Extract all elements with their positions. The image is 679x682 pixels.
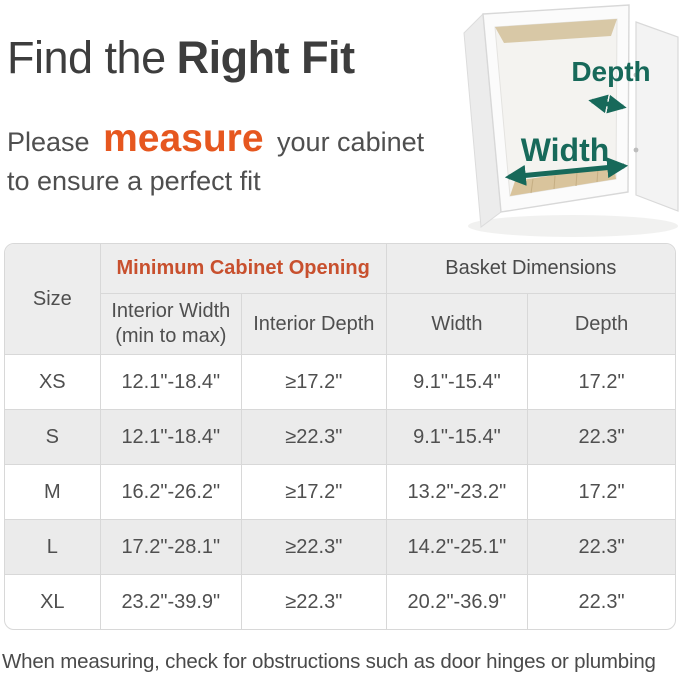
cell-basket-width: 9.1"-15.4" <box>386 355 527 410</box>
col-group-basket-dimensions: Basket Dimensions <box>386 244 675 294</box>
cell-interior-width: 12.1"-18.4" <box>100 355 241 410</box>
cell-basket-width: 13.2"-23.2" <box>386 465 527 520</box>
col-header-size: Size <box>5 244 100 355</box>
subtitle-prefix: Please <box>7 127 90 157</box>
cell-basket-depth: 17.2" <box>528 465 675 520</box>
cell-size: XS <box>5 355 100 410</box>
cell-size: S <box>5 410 100 465</box>
table-row-xs <box>5 355 675 410</box>
cell-interior-width: 23.2"-39.9" <box>100 575 241 630</box>
cell-size: L <box>5 520 100 575</box>
cell-basket-width: 14.2"-25.1" <box>386 520 527 575</box>
subtitle-suffix: your cabinet <box>277 127 425 157</box>
cell-size: M <box>5 465 100 520</box>
cell-basket-depth: 22.3" <box>528 410 675 465</box>
size-table <box>4 243 676 630</box>
subtitle <box>7 116 424 198</box>
table-row-m <box>5 465 675 520</box>
page-title <box>7 33 355 83</box>
footnote: When measuring, check for obstructions such as door hinges or plumbing <box>2 650 656 673</box>
subtitle-line1 <box>7 116 424 165</box>
cell-interior-width: 16.2"-26.2" <box>100 465 241 520</box>
cell-basket-width: 9.1"-15.4" <box>386 410 527 465</box>
table-row-s <box>5 410 675 465</box>
measure-highlight: measure <box>103 117 264 160</box>
cabinet-door <box>636 22 678 211</box>
cell-interior-depth: ≥17.2" <box>241 465 386 520</box>
cell-basket-depth: 22.3" <box>528 575 675 630</box>
col-header-interior-width <box>100 294 241 355</box>
width-label: Width <box>520 132 610 168</box>
col-header-basket-depth: Depth <box>528 294 675 355</box>
cabinet-illustration <box>455 0 679 243</box>
cell-interior-depth: ≥22.3" <box>241 520 386 575</box>
cell-interior-width: 12.1"-18.4" <box>100 410 241 465</box>
table-row-l <box>5 520 675 575</box>
col-header-interior-depth: Interior Depth <box>241 294 386 355</box>
interior-width-line2: (min to max) <box>115 325 227 347</box>
cabinet-shadow <box>468 215 678 237</box>
title-bold: Right Fit <box>176 32 355 83</box>
cell-size: XL <box>5 575 100 630</box>
table-row-xl <box>5 575 675 630</box>
depth-label: Depth <box>571 56 651 87</box>
cell-interior-depth: ≥17.2" <box>241 355 386 410</box>
cell-interior-depth: ≥22.3" <box>241 410 386 465</box>
col-group-minimum-cabinet-opening: Minimum Cabinet Opening <box>100 244 386 294</box>
title-light: Find the <box>7 32 166 83</box>
cell-basket-depth: 22.3" <box>528 520 675 575</box>
interior-width-line1: Interior Width <box>111 300 231 322</box>
cell-interior-depth: ≥22.3" <box>241 575 386 630</box>
col-header-basket-width: Width <box>386 294 527 355</box>
cell-basket-width: 20.2"-36.9" <box>386 575 527 630</box>
subtitle-line2: to ensure a perfect fit <box>7 166 261 196</box>
cell-interior-width: 17.2"-28.1" <box>100 520 241 575</box>
cell-basket-depth: 17.2" <box>528 355 675 410</box>
